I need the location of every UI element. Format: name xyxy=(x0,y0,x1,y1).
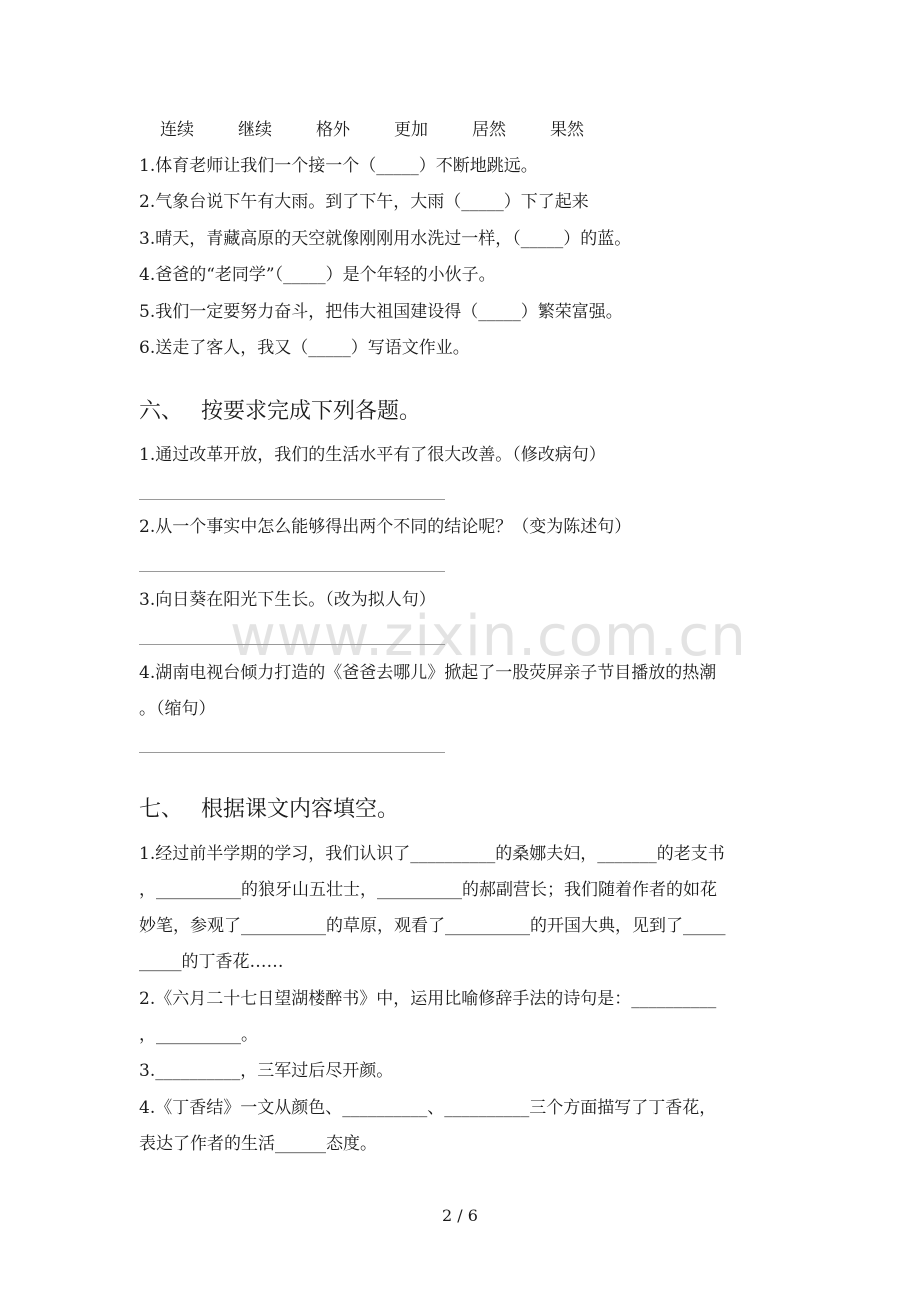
fill-in-line: _____的丁香花…… xyxy=(139,952,284,972)
section-number: 六、 xyxy=(139,399,184,424)
fill-in-item: 3.晴天，青藏高原的天空就像刚刚用水洗过一样，（_____）的蓝。 xyxy=(139,229,632,249)
answer-line xyxy=(139,752,445,753)
section-number: 七、 xyxy=(139,797,184,822)
fill-in-item: 4.爸爸的“老同学”（_____）是个年轻的小伙子。 xyxy=(139,265,496,285)
word-bank xyxy=(160,118,628,142)
question-item: 3.向日葵在阳光下生长。（改为拟人句） xyxy=(139,590,436,610)
section-heading xyxy=(139,795,399,825)
watermark: www.zixin.com.cn xyxy=(230,604,747,669)
fill-in-line: 3.__________，三军过后尽开颜。 xyxy=(139,1061,394,1081)
answer-line xyxy=(139,499,445,500)
fill-in-line: 2.《六月二十七日望湖楼醉书》中，运用比喻修辞手法的诗句是：__________ xyxy=(139,989,717,1009)
question-item: 4.湖南电视台倾力打造的《爸爸去哪儿》掀起了一股荧屏亲子节目播放的热潮 xyxy=(139,663,717,683)
section-title: 根据课文内容填空。 xyxy=(201,797,400,822)
fill-in-line: 4.《丁香结》一文从颜色、__________、__________三个方面描写了丁香花， xyxy=(139,1098,717,1118)
word-bank-item: 果然 xyxy=(550,120,584,140)
section-heading xyxy=(139,397,421,427)
word-bank-item: 继续 xyxy=(238,120,272,140)
question-item-continued: 。（缩句） xyxy=(139,699,216,719)
section-title: 按要求完成下列各题。 xyxy=(201,399,422,424)
fill-in-item: 5.我们一定要努力奋斗，把伟大祖国建设得（_____）繁荣富强。 xyxy=(139,302,623,322)
question-item: 2.从一个事实中怎么能够得出两个不同的结论呢？（变为陈述句） xyxy=(139,517,632,537)
fill-in-line: 1.经过前半学期的学习，我们认识了__________的桑娜夫妇，_______的老支书 xyxy=(139,844,725,864)
fill-in-item: 6.送走了客人，我又（_____）写语文作业。 xyxy=(139,338,470,358)
fill-in-line: 表达了作者的生活______态度。 xyxy=(139,1134,377,1154)
fill-in-line: ，__________的狼牙山五壮士，__________的郝副营长；我们随着作者的如花 xyxy=(139,880,717,900)
word-bank-item: 更加 xyxy=(394,120,428,140)
fill-in-item: 1.体育老师让我们一个接一个（_____）不断地跳远。 xyxy=(139,156,538,176)
word-bank-item: 居然 xyxy=(472,120,506,140)
fill-in-item: 2.气象台说下午有大雨。到了下午，大雨（_____）下了起来 xyxy=(139,192,589,212)
word-bank-item: 连续 xyxy=(160,120,194,140)
answer-line xyxy=(139,571,445,572)
question-item: 1.通过改革开放，我们的生活水平有了很大改善。（修改病句） xyxy=(139,445,606,465)
fill-in-line: ，__________。 xyxy=(139,1025,258,1045)
fill-in-line: 妙笔，参观了__________的草原，观看了__________的开国大典，见到了_____ xyxy=(139,916,726,936)
page-number: 2 / 6 xyxy=(442,1206,478,1225)
word-bank-item: 格外 xyxy=(316,120,350,140)
answer-line xyxy=(139,644,445,645)
